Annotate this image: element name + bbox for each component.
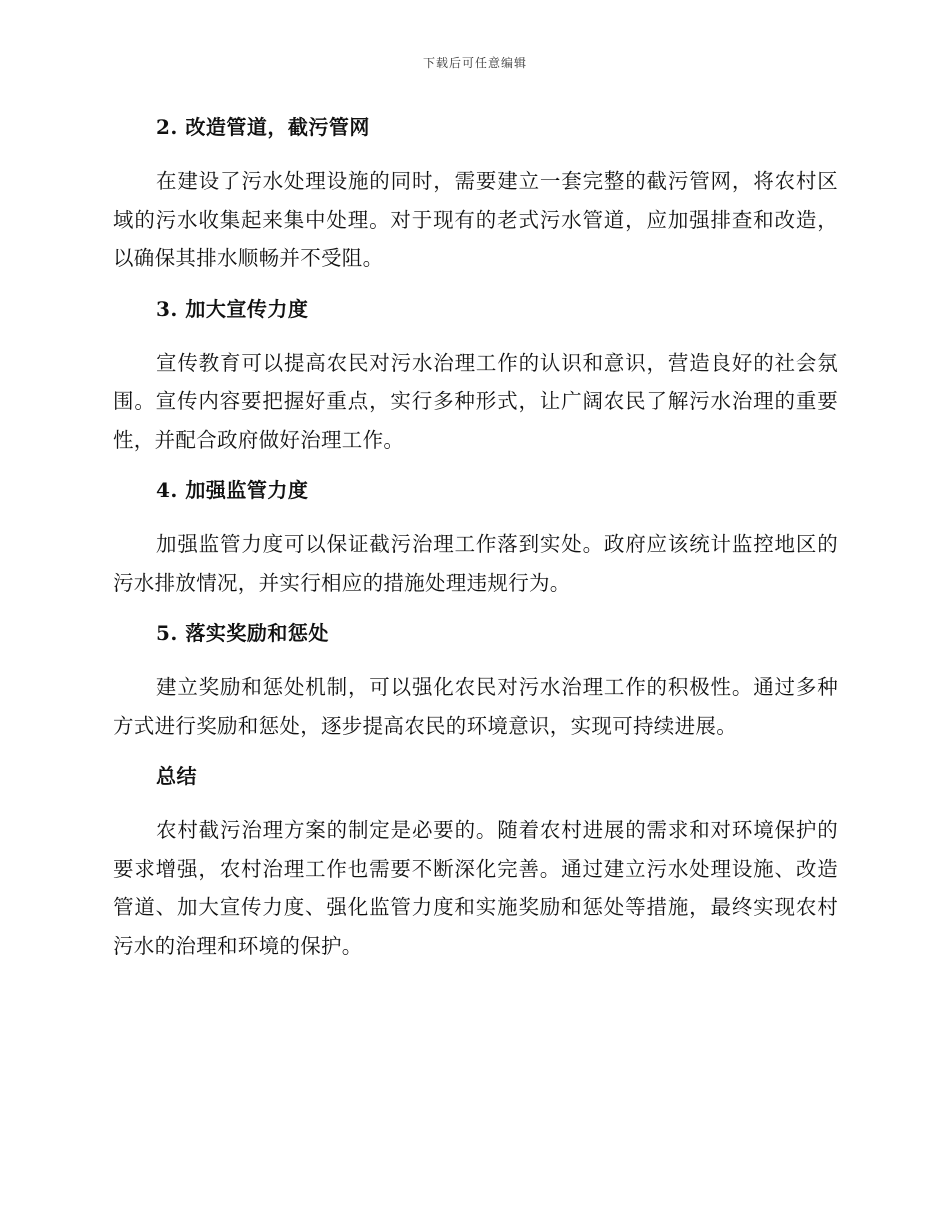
page-header: 下载后可任意编辑	[422, 56, 527, 70]
section-heading: 5. 落实奖励和惩处	[156, 621, 329, 645]
section-heading: 4. 加强监管力度	[156, 478, 309, 502]
section-paragraph: 农村截污治理方案的制定是必要的。随着农村进展的需求和对环境保护的要求增强，农村治理工作也需要不断深化完善。通过建立污水处理设施、改造管道、加大宣传力度、强化监管力度和实施奖励和惩处等措施，最终实现农村污水的治理和环境的保护。	[113, 818, 838, 958]
section-paragraph: 在建设了污水处理设施的同时，需要建立一套完整的截污管网，将农村区域的污水收集起来集中处理。对于现有的老式污水管道，应加强排查和改造，以确保其排水顺畅并不受阻。	[113, 169, 838, 270]
section-paragraph: 加强监管力度可以保证截污治理工作落到实处。政府应该统计监控地区的污水排放情况，并实行相应的措施处理违规行为。	[113, 532, 838, 595]
section-heading: 2. 改造管道，截污管网	[156, 115, 370, 139]
section-paragraph: 宣传教育可以提高农民对污水治理工作的认识和意识，营造良好的社会氛围。宣传内容要把握好重点，实行多种形式，让广阔农民了解污水治理的重要性，并配合政府做好治理工作。	[113, 350, 838, 452]
section-rewards	[113, 618, 838, 745]
section-publicity	[113, 294, 838, 460]
section-summary	[113, 761, 838, 965]
section-heading: 3. 加大宣传力度	[156, 296, 309, 321]
section-pipeline	[113, 112, 838, 278]
section-paragraph: 建立奖励和惩处机制，可以强化农民对污水治理工作的积极性。通过多种方式进行奖励和惩处，逐步提高农民的环境意识，实现可持续进展。	[113, 675, 838, 738]
section-supervision	[113, 475, 838, 602]
section-heading: 总结	[156, 764, 197, 788]
document-body	[113, 112, 838, 981]
